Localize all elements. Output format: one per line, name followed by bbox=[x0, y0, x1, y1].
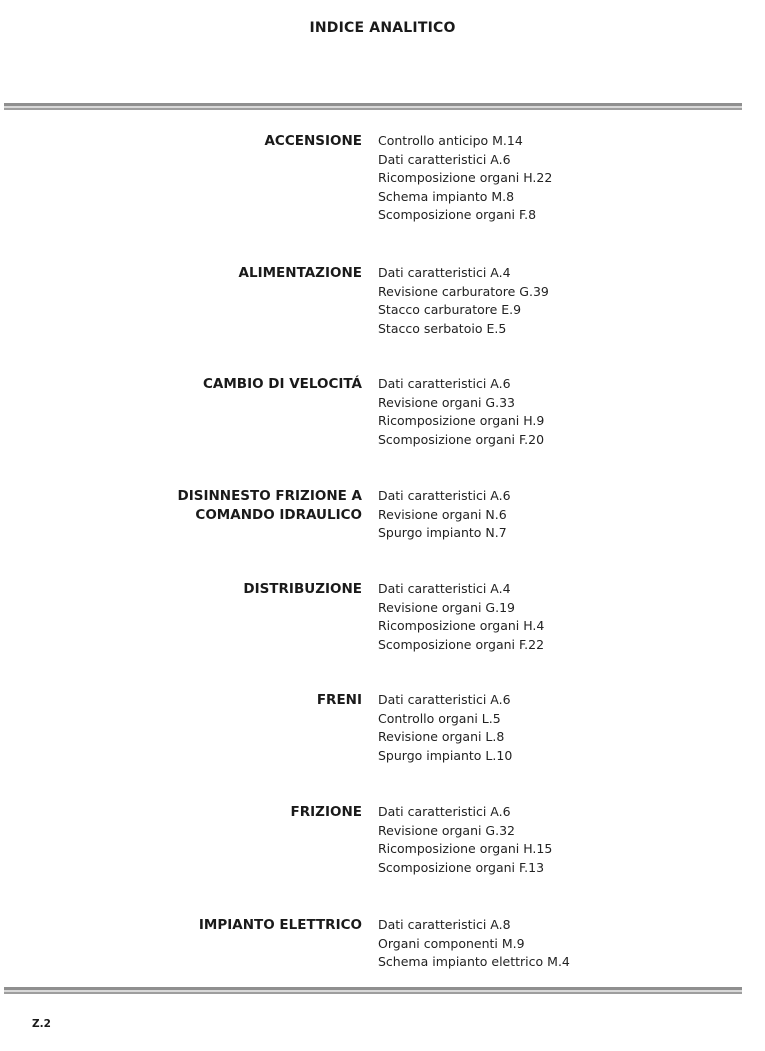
index-entry: Revisione organi G.33 bbox=[378, 394, 515, 410]
index-entry: Stacco serbatoio E.5 bbox=[378, 320, 507, 336]
index-entry: Spurgo impianto N.7 bbox=[378, 525, 507, 541]
section-heading: IMPIANTO ELETTRICO bbox=[198, 917, 362, 933]
page-number: Z.2 bbox=[32, 1018, 51, 1030]
index-entry: Ricomposizione organi H.15 bbox=[378, 841, 553, 857]
section-heading: DISTRIBUZIONE bbox=[243, 581, 362, 597]
index-entry: Scomposizione organi F.20 bbox=[378, 431, 545, 447]
index-entry: Scomposizione organi F.8 bbox=[378, 207, 537, 223]
index-entry: Organi componenti M.9 bbox=[378, 935, 525, 951]
section-heading: FRIZIONE bbox=[290, 804, 362, 820]
index-entry: Dati caratteristici A.6 bbox=[378, 692, 511, 707]
index-entry: Dati caratteristici A.8 bbox=[378, 917, 511, 932]
section-heading: ALIMENTAZIONE bbox=[238, 265, 362, 281]
section-entries bbox=[378, 375, 738, 449]
index-entry: Controllo anticipo M.14 bbox=[378, 133, 523, 148]
page-title: INDICE ANALITICO bbox=[309, 20, 456, 36]
index-entry: Controllo organi L.5 bbox=[378, 710, 501, 726]
index-entry: Stacco carburatore E.9 bbox=[378, 302, 522, 318]
section-entries bbox=[378, 132, 738, 225]
index-entry: Revisione organi G.19 bbox=[378, 599, 515, 615]
index-entry: Schema impianto elettrico M.4 bbox=[378, 954, 570, 970]
index-entry: Ricomposizione organi H.9 bbox=[378, 413, 545, 429]
section-heading: CAMBIO DI VELOCITÁ bbox=[202, 376, 362, 392]
index-entry: Dati caratteristici A.6 bbox=[378, 804, 511, 819]
section-heading: DISINNESTO FRIZIONE A COMANDO IDRAULICO bbox=[177, 488, 362, 523]
index-entry: Revisione carburatore G.39 bbox=[378, 283, 549, 299]
index-entry: Dati caratteristici A.6 bbox=[378, 488, 511, 503]
index-entry: Scomposizione organi F.13 bbox=[378, 859, 545, 875]
index-entry: Ricomposizione organi H.22 bbox=[378, 170, 553, 186]
section-entries bbox=[378, 264, 738, 338]
section-heading: ACCENSIONE bbox=[264, 133, 362, 149]
index-entry: Dati caratteristici A.4 bbox=[378, 265, 511, 280]
bottom-divider bbox=[4, 987, 742, 994]
top-divider bbox=[4, 103, 742, 110]
section-entries bbox=[378, 803, 738, 877]
section-entries bbox=[378, 580, 738, 654]
index-entry: Spurgo impianto L.10 bbox=[378, 747, 513, 763]
index-entry: Dati caratteristici A.6 bbox=[378, 151, 511, 167]
index-entry: Revisione organi G.32 bbox=[378, 822, 515, 838]
index-entry: Revisione organi L.8 bbox=[378, 729, 505, 745]
index-entry: Dati caratteristici A.6 bbox=[378, 376, 511, 391]
index-entry: Revisione organi N.6 bbox=[378, 506, 507, 522]
index-entry: Ricomposizione organi H.4 bbox=[378, 618, 545, 634]
index-entry: Dati caratteristici A.4 bbox=[378, 581, 511, 596]
index-entry: Schema impianto M.8 bbox=[378, 188, 515, 204]
index-entry: Scomposizione organi F.22 bbox=[378, 636, 545, 652]
section-heading: FRENI bbox=[316, 692, 362, 708]
section-entries bbox=[378, 487, 738, 543]
section-entries bbox=[378, 691, 738, 765]
section-entries bbox=[378, 916, 738, 972]
